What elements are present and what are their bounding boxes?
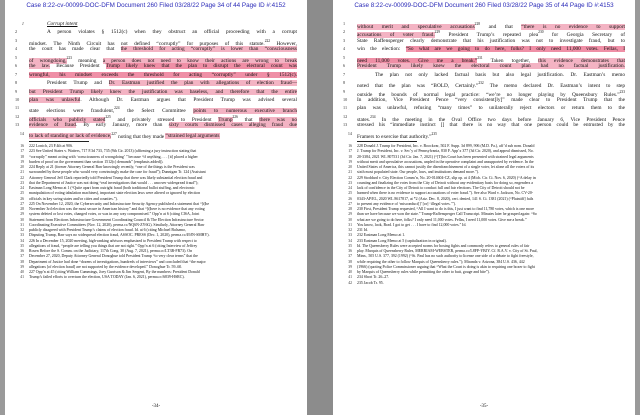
line-number: 27 [348,201,352,206]
line-number: 22 [20,175,24,180]
footnote-ref: 230 [538,30,544,35]
text-span: In addition, Vice President Pence “very consistent[ly]” made clear to President Trump that the [357,96,625,103]
footnote-ref: 224 [114,106,120,111]
footnote-text: what are we going to do here, folks? I only need 11,000 votes. Fellas, I need 11,000 votes. Give me a break.” [357,217,527,222]
footnote-ref: 229 [434,30,441,35]
highlighted-text: points to numerous executive branch [193,108,298,115]
footnote-text: 20-3384, 2021 WL 807531 (3d Cir. Jan. 7, 2021) (“[T]his Court has been presented with strained legal arguments [357,154,534,159]
line-number: 37 [348,254,352,259]
text-line [343,20,625,30]
footnote-text: 224 Reply at 21 (former Attorney General Barr knowingly recently, “one of the things is the President was [29,165,195,170]
footnote-text: lack of confidence in the City of Detroit to conduct full and fair elections. The City of Detroit should not be [357,186,525,191]
footnote-text: 235 Jacob Tr. 95. [357,280,384,285]
line-number: 31 [348,222,352,227]
text-line [343,121,625,129]
text-span: In the meeting in the Oval Office two days before January 6, Vice President Pence [375,116,625,123]
footnote-ref: 232 [478,81,484,86]
line-number: 39 [348,264,352,269]
text-line [15,113,297,123]
text-line [15,96,297,104]
line-number: 14 [347,130,352,136]
page-number: -34- [151,404,161,409]
line-number: 18 [20,154,24,159]
text-span: the court has made clear that [29,46,121,53]
text-span: outside the bounds of normal legal practice: “we’re no longer playing by Queensbury Rules.” [357,91,620,98]
footnote-text: 231 Id. [357,228,369,233]
line-number: 35 [348,243,352,248]
footnote-text: without merit and speculative accusations, unpled in the operative complaint and unsupported by evidence. In the [357,159,534,164]
footnote-ref: 225 [105,114,111,119]
footnote-ref: 228 [474,22,481,26]
line-number: 4 [343,46,346,52]
document-page-35 [333,0,635,415]
line-number: 41 [20,275,24,280]
line-number: 33 [20,233,24,238]
highlighted-text: President Trump likely knew the electoral count plan had no factual justification. [357,63,625,70]
line-number: 16 [348,144,352,149]
text-line [15,104,298,115]
footnote-text: allegations of fraud, “people are telling you things that are not right.” Opp’n at 6 (citing Interview of Jeffrey [29,243,198,248]
line-number: 37 [20,254,24,259]
footnote-text: 228 Donald J. Trump for President, Inc. v. Boockvar, 502 F. Supp. 3d 899, 906 (M.D. Pa.), aff’d sub nom. Donald [357,144,535,149]
document-page-34 [5,0,307,415]
line-number: 9 [15,88,18,94]
page-body [15,20,298,281]
line-number: 40 [348,270,352,275]
text-line [15,71,297,79]
line-number: 38 [348,259,352,264]
footnote-text: play. Marquis of Queensberry Rules, MERRIAM-WEBSTER, perma.cc/L8FP-YBJY. Cf. R.A.V. v. City of St. Paul, [357,249,538,254]
line-number: 12 [343,113,348,119]
text-span: win the election: [357,46,406,53]
line-number: 21 [20,170,24,175]
text-span: . Although Dr. Eastman argues that President Trump was advised several [80,96,297,103]
line-number: 10 [343,96,348,102]
footnote-text: United States of America, this cannot justify the disenfranchisement of a single voter, let alone all the voters of its [357,165,535,170]
line-number: 29 [348,212,352,217]
footnote-ref: 227 [111,131,117,136]
line-number: 3 [343,37,346,43]
text-line [343,71,625,79]
line-number: 40 [20,270,24,275]
line-number: 32 [20,228,24,233]
text-line [15,37,297,47]
footnote-ref: 233 [619,89,625,94]
page-number: -35- [479,404,489,409]
footnote-text: to present any evidence of ‘misconduct[]’ [or] ‘illegal votes.’”). [357,201,456,206]
text-line [343,62,625,70]
text-line [15,121,297,129]
footnote-ref: 222 [264,38,271,43]
text-line [343,113,625,123]
highlighted-text: wrongful, his mindset exceeds the threshold for acting “corruptly” under § 1512(c). [29,71,297,78]
footnote-text: 223 See United States v. Watters, 717 F.3d 733, 735 (9th Cir. 2013) (affirming a jury instruction stating that [29,149,197,154]
line-number: 1 [343,21,346,26]
text-span: state elections were fraudulent, [29,108,115,115]
footnote-text: than we have because we won the state.” Trump-Raffensperger Call Transcript. Minutes later he grasped again: “So [357,212,537,217]
line-number: 2 [15,29,18,35]
text-span: for Georgia Secretary of [543,32,626,39]
line-number: 21 [348,170,352,175]
line-number: 7 [343,71,346,77]
case-header: Case 8:22-cv-00099-DOC-DFM Document 260 Filed 03/28/22 Page 34 of 44 Page ID #:4152 [26,2,286,9]
text-span: that [237,116,260,123]
footnote-text: Attorney General Jeff Clark reportedly told President Trump that there was likely substantial election fraud and [29,175,203,180]
line-number: 29 [20,212,24,217]
line-number: 18 [348,154,352,159]
footnote-text: Department of Justice had done “dozens of investigations, hundreds of interviews” and concluded that “the major [29,259,206,264]
line-number: 6 [343,63,346,69]
highlighted-text: “strained legal arguments [165,133,220,140]
line-number: 5 [15,54,18,60]
footnote-text: 226 In a December 15, 2020 meeting, high-ranking advisors emphasized to President Trump with respect to [29,238,197,243]
footnote-text: 234 Short Tr. 26–27. [357,275,390,280]
line-number: 2 [343,29,346,35]
text-line [343,37,625,45]
line-number: 28 [20,207,24,212]
footnote-text: harmed when there is no evidence to support accusations of voter fraud.”). See also Ward v. Jackson, No. CV-20- [357,191,534,196]
text-line [15,54,297,64]
text-line [347,130,625,140]
line-number: 8 [343,80,346,86]
text-line [343,45,625,53]
highlighted-text: “So what are we going to do here, folks? I only need 11,000 votes. Fellas, I [405,46,625,53]
line-number: 26 [20,196,24,201]
line-number: 17 [20,149,24,154]
footnote-text: counting and finalizing the votes from the City of Detroit without any evidentiary basis for doing so, engenders a [357,180,534,185]
line-number: 24 [20,186,24,191]
line-number: 26 [348,196,352,201]
footnote-ref: 223 [66,55,72,60]
footnote-text: surrounded by these people who would very convincingly make the case for fraud”); Dunnigan Tr. 124 (Assistant [29,170,206,175]
footnote-text: 230 First, President Trump requested, “All I want to do is this, I just want to find 11,780 votes, which is one more [357,207,534,212]
line-number: 1 [21,21,24,26]
footnote-line [20,275,297,280]
text-line [343,79,625,89]
line-number: 13 [15,122,20,128]
line-number: 23 [348,180,352,185]
highlighted-text: the threshold for acting “corruptly” is lower than “consciousness [120,46,297,53]
line-number: 19 [348,159,352,164]
line-number: 8 [15,80,18,86]
page-body [343,20,626,286]
line-number: 14 [19,130,24,136]
text-span: mindset. The Ninth Circuit has not defined “corruptly” for purposes of this statute. [29,40,265,47]
line-number: 39 [20,264,24,269]
text-line [19,130,297,140]
text-line [15,88,297,96]
text-span: meaning [71,57,103,64]
text-span: President Trump and [47,80,109,87]
line-number: 17 [348,149,352,154]
text-span: The plan not only lacked factual basis but also legal justification. Dr. Eastman’s memo [375,71,625,78]
text-span: noted that the plan was “BOLD, Certainly.” [357,82,479,89]
footnote-ref: 235 [431,131,437,136]
line-number: 3 [15,37,18,43]
text-span: Taken together, [482,57,539,64]
line-number: 25 [20,191,24,196]
line-number: 19 [20,159,24,164]
line-number: 34 [348,238,352,243]
footnote-rule [357,141,417,142]
footnote-text: allegations [of election fraud] are not supported by the evidence developed.” Donoghue Tr. 59–60. [29,264,183,269]
highlighted-text: evidence of fraud [29,122,76,129]
text-span: stressed his “immediate instinct [] that there is no way that one person could be entrusted by the [357,122,625,129]
footnote-text: system deleted or lost votes, changed votes, or was in any way compromised.” Opp’n at 6 (citing CISA, Joint [29,212,200,217]
highlighted-text: Dr. Eastman justified the plan with allegations of election fraud— [108,80,297,87]
highlighted-text: a person does not need to know their actions are wrong to break [102,57,297,64]
line-number: 11 [343,105,348,111]
footnote-text: J. Trump for President, Inc. v. Sec’y of Pennsylvania, 830 F. App’x 377 (3d Cir. 2020), and appeal dismissed, No. [357,149,534,154]
text-span: states. [357,116,371,123]
text-span: the Select Committee [119,108,194,115]
footnote-ref: 231 [477,55,483,60]
highlighted-text: sixty courts dismissed cases alleging fraud due [168,122,297,129]
text-line [15,28,297,36]
line-number: 13 [343,122,348,128]
text-span: The memo declared Dr. Eastman’s intent to step [483,82,625,89]
highlighted-text: accusations of voter fraud. [357,32,435,39]
text-span: A person violates § 1512(c) when they obstruct an official proceeding with a corrupt [47,29,297,36]
footnote-rule [29,141,89,142]
line-number: 10 [15,96,20,102]
line-number: 12 [15,113,20,119]
footnote-ref: 226 [232,114,238,119]
text-line [343,88,625,98]
footnote-text: Disputing Trump, Barr says no widespread election fraud, ASSOC. PRESS (Dec. 1, 2020), perma.cc/49JN-SMHY). [29,233,210,238]
footnote-text: burden of proof on the government than section 1512(c) demands” (emphasis added)). [29,159,164,164]
line-number: 16 [20,144,24,149]
footnote-text: 232 Eastman Long Memo at 1. [357,233,406,238]
line-number: 20 [348,165,352,170]
line-number: 36 [348,249,352,254]
footnote-text: Trump’s failed efforts to overturn the election, USA TODAY (Jan. 6, 2021), perma.cc/6839-HSRC). [29,275,185,280]
highlighted-text: without merit and speculative accusations [357,23,475,30]
text-line [343,54,625,64]
text-line [343,104,625,112]
line-number: 6 [15,63,18,69]
footnote-line [348,280,625,286]
line-number: 31 [20,222,24,227]
line-number: 5 [343,54,346,60]
highlighted-text: to lack of standing or lack of evidence, [29,133,112,140]
footnote-text: manipulation of voting tabulation machines), important state election laws were altered or ignored by election [29,191,201,196]
text-span: However, [270,40,297,47]
footnote-text: Statement from Elections Infrastructure Government Coordinating Council & The Election Infrastructure Sector [29,217,204,222]
line-number: 7 [15,71,18,77]
line-number: 38 [20,259,24,264]
footnote-text: 233 Eastman Long Memo at 5 (capitalization in original). [357,238,447,243]
highlighted-text: officials who publicly stated [29,116,106,123]
line-number: 20 [20,165,24,170]
line-number: 41 [348,275,352,280]
line-number: 27 [20,201,24,206]
footnote-text: November 3rd election was the most secure in American history” and that “[t]here is no evidence that any voting [29,207,205,212]
highlighted-text: plan was unlawful [29,96,81,103]
line-number: 23 [20,180,24,185]
footnote-text: 225 On November 12, 2020, the Cybersecurity and Infrastructure Security Agency published a statement that “[t]he [29,201,210,206]
section-heading: Corrupt intent [47,21,78,27]
footnote-text: publicly disagreed with President Trump’s claims of election fraud. Id. at 6 (citing Michael Balsamo, [29,228,186,233]
highlighted-text: of wrongdoing, [29,57,67,64]
footnote-text: (1966) (quoting Police Commissioner arguing that “What the Court is doing is akin to requiring one boxer to fight [357,264,535,269]
line-number: 35 [20,243,24,248]
footnote-text: 229 Stoddard v. City Election Comm’n, No. 20-014604-CZ, slip op. at 4 (Mich. Cir. Ct. Nov. 6, 2020) (“A delay in [357,175,536,180]
line-number: 32 [348,228,352,233]
line-number: 22 [348,175,352,180]
line-number: 30 [20,217,24,222]
line-number: 25 [348,191,352,196]
text-line [343,28,626,39]
footnote-text: Coordinating Executive Committees (Nov. 12, 2020), perma.cc/NQ6N-ZY6G). Similarly, Attorney General Barr [29,222,205,227]
text-line [15,62,297,70]
footnote-text: that the Department of Justice was not doing “real investigations that would . . . uncover widespread fraud”); [29,180,199,185]
text-line [21,20,297,28]
line-number: 24 [348,186,352,191]
footnote-text: Rosen Before the S. Comm. on the Judiciary, 117th Cong. 30 (Aug. 7, 2021), perma.cc/LT3B-FR73). On [29,249,193,254]
line-number: 36 [20,249,24,254]
line-number: 33 [348,233,352,238]
footnote-text: while requiring the other to follow Marquis of Queensberry rules.”); Miranda v. Arizona, 384 U.S. 436, 442 [357,259,525,264]
footnote-text: Minn., 505 U.S. 377, 392 (1992) (“St. Paul has no such authority to license one side of a debate to fight freestyle, [357,254,534,259]
highlighted-text: need 11,000 votes. Give me a break.” [357,57,478,64]
text-span: State Raffensperger clearly demonstrate that his justification was not to investigate fraud, but to [357,37,625,44]
text-span: Because President [50,63,106,70]
case-header: Case 8:22-cv-00099-DOC-DFM Document 260 Filed 03/28/22 Page 35 of 44 Page ID #:4153 [354,2,614,9]
footnote-text: December 27, 2020, Deputy Attorney General Donoghue told President Trump “to very clear terms” that the [29,254,198,259]
highlighted-text: but President Trump likely knew the justification was baseless, and therefore that the entire [29,88,297,95]
footnote-text: 222 Lonich, 23 F.4th at 906. [29,144,73,149]
text-line [15,79,297,87]
footnote-text: “corruptly” meant acting with ‘consciousness of wrongdoing’ ” because “if anything, . . . [it] placed a higher [29,154,198,159]
footnote-text: by Marquis of Queensberry rules while permitting the other to butt, gouge and bite”). [357,270,490,275]
highlighted-text: Trump likely knew that the plan to disrupt the electoral count was [105,63,297,70]
text-span: and privately stressed to President [110,116,219,123]
text-line [343,96,625,104]
text-span: Framers to exercise that authority.” [357,133,432,140]
highlighted-text: there was no [259,116,297,123]
line-number: 11 [15,105,20,111]
text-span: . By early January, more than [75,122,169,129]
footnote-text: sixth most populated state. Our people, laws, and institutions demand more.”). [357,170,479,175]
footnote-text: Id. The Queensberry Rules were accepted norms for boxing fights and commonly refers to general rules of fair [357,243,530,248]
footnote-text: 227 Opp’n at 45 (citing William Cummings, Joey Garrison & Jim Sergent, By the numbers: President Donald [29,270,200,275]
highlighted-text: the law. [29,63,51,70]
line-number: 9 [343,88,346,94]
text-span: and that [480,23,522,30]
highlighted-text: this evidence demonstrates that [538,57,625,64]
text-span: President Trump’s repeated plea [440,32,539,39]
page-gutter [307,0,333,415]
text-span: noting that they made [116,133,166,140]
footnote-text: You know, look, Brad. I got to get . . . I have to find 12,000 votes.” Id. [357,222,467,227]
line-number: 42 [348,280,352,285]
text-span: plan was unlawful, refusing “many times” to unilaterally reject electors or return them to the [357,105,625,112]
line-number: 30 [348,217,352,222]
footnote-text: 0343-AP/EL, 2020 WL 8617817, at *2 (Ariz. Dec. 8, 2020), cert. denied, 141 S. Ct. 1381 (2021) (“Plaintiff] fails [357,196,534,201]
footnote-text: Eastman Long Memo at 1 (“Quite apart from outright fraud (both traditional ballot stuffing, and electronic [29,186,195,191]
line-number: 4 [15,46,18,52]
line-number: 34 [20,238,24,243]
footnote-ref: 234 [370,114,376,119]
text-line [15,45,297,53]
footnote-text: officials in key swing states and/or cities and counties.”). [29,196,118,201]
line-number: 28 [348,207,352,212]
highlighted-text: Trump [218,116,233,123]
highlighted-text: “there is no evidence to support [521,23,625,30]
